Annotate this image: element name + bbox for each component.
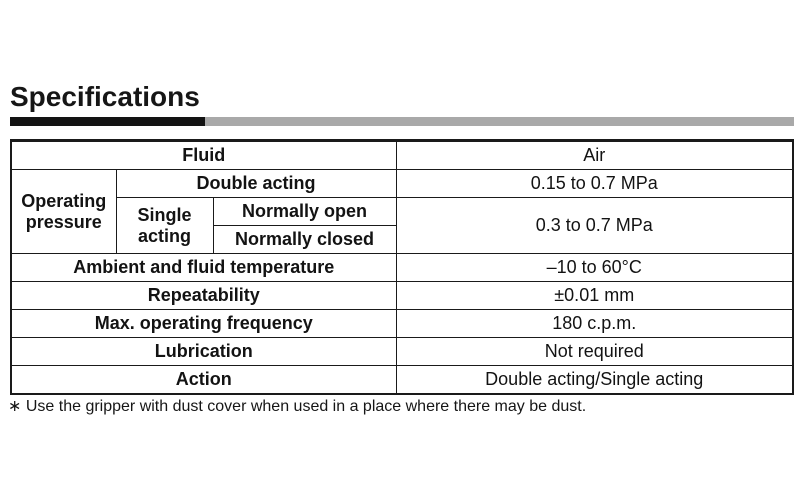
double-acting-label: Double acting: [116, 170, 396, 198]
table-row-double-acting: [11, 170, 793, 198]
title-rule-black-segment: [10, 117, 205, 126]
normally-closed-label: Normally closed: [213, 226, 396, 254]
table-row-fluid: [11, 141, 793, 170]
title-underline-rule: [10, 117, 794, 126]
footnote: ∗ Use the gripper with dust cover when used in a place where there may be dust.: [8, 398, 587, 415]
table-row: [11, 366, 793, 395]
table-row: [11, 282, 793, 310]
fluid-label: Fluid: [11, 141, 396, 170]
specifications-table: [10, 139, 794, 395]
single-acting-label: Single acting: [116, 198, 213, 254]
table-row-normally-open: [11, 198, 793, 226]
max-operating-frequency-value: 180 c.p.m.: [396, 310, 793, 338]
table-row: [11, 310, 793, 338]
repeatability-value: ±0.01 mm: [396, 282, 793, 310]
table-row: [11, 338, 793, 366]
page-title: Specifications: [10, 81, 200, 112]
operating-pressure-label: Operating pressure: [11, 170, 116, 254]
normally-open-label: Normally open: [213, 198, 396, 226]
double-acting-value: 0.15 to 0.7 MPa: [396, 170, 793, 198]
lubrication-label: Lubrication: [11, 338, 396, 366]
action-label: Action: [11, 366, 396, 395]
ambient-temperature-value: –10 to 60°C: [396, 254, 793, 282]
single-acting-value: 0.3 to 0.7 MPa: [396, 198, 793, 254]
repeatability-label: Repeatability: [11, 282, 396, 310]
ambient-temperature-label: Ambient and fluid temperature: [11, 254, 396, 282]
action-value: Double acting/Single acting: [396, 366, 793, 395]
fluid-value: Air: [396, 141, 793, 170]
title-rule-gray-segment: [205, 117, 794, 126]
max-operating-frequency-label: Max. operating frequency: [11, 310, 396, 338]
table-row: [11, 254, 793, 282]
lubrication-value: Not required: [396, 338, 793, 366]
